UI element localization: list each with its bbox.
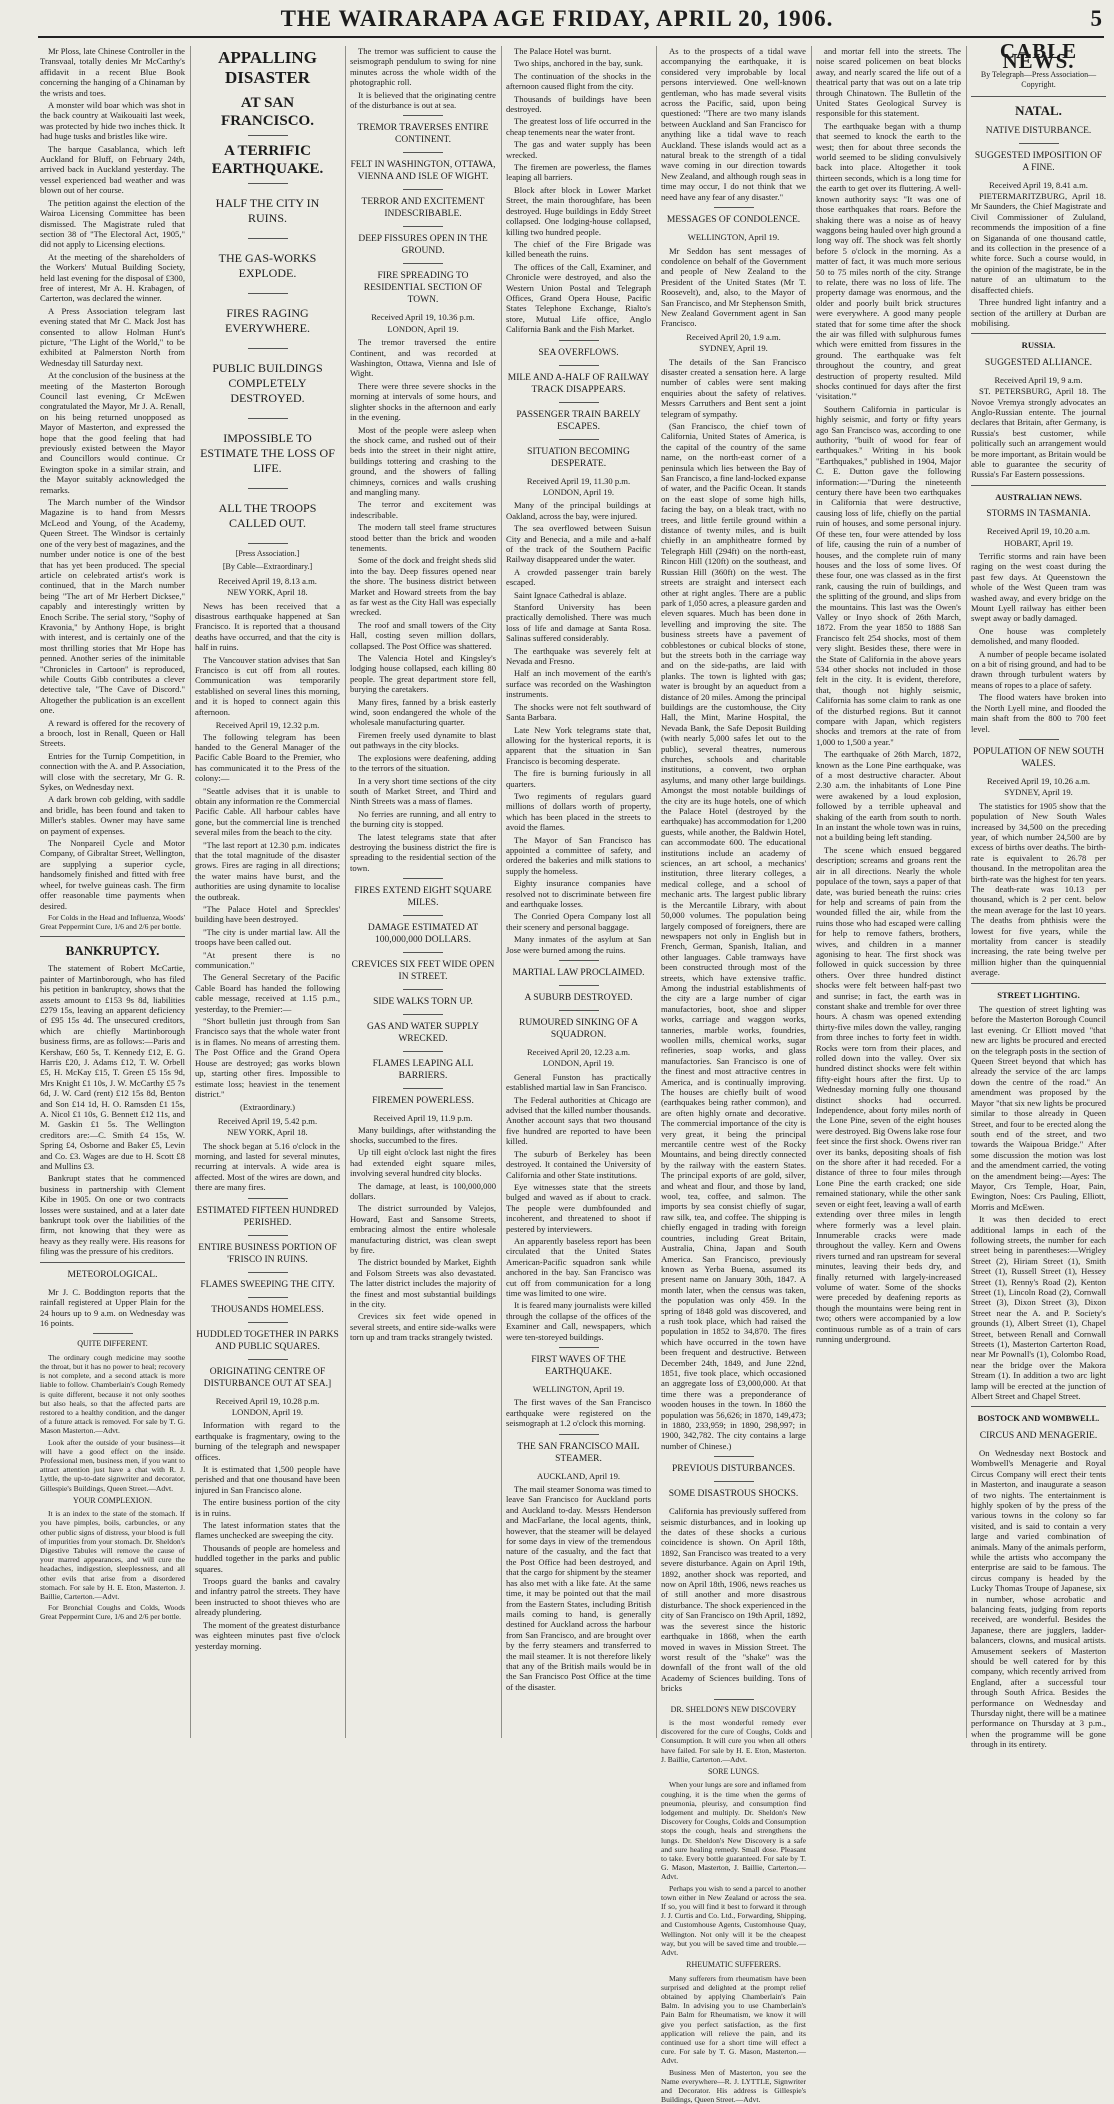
news-paragraph: The Vancouver station advises that San Francisco is cut off from all routes. Communication was temporarily established on several lines this morning, and it is hoped to connect again this afternoon. — [195, 654, 340, 717]
news-paragraph: The shocks were not felt southward of Santa Barbara. — [506, 701, 651, 723]
separator — [559, 340, 599, 341]
place-line: SYDNEY, April 19. — [1004, 787, 1073, 798]
subheading: HUDDLED TOGETHER IN PARKS AND PUBLIC SQUARES. — [196, 1329, 339, 1352]
news-paragraph: Many of the principal buildings at Oakland, across the bay, were injured. — [506, 500, 651, 521]
subheading: STORMS IN TASMANIA. — [986, 509, 1091, 520]
advertisement: The ordinary cough medicine may soothe the throat, but it has no power to heal; recovery is not complete, and a second attack is more liable to follow. Chamberlain's Cough Remedy is quite different, because it not only soothes but also heals, so that the affected parts are restored to a healthy condition, and the danger of a future attack is removed. For sale by T. G. Mason Masterton.—Advt. — [40, 1352, 185, 1436]
separator — [248, 1198, 288, 1199]
column-divider — [811, 46, 812, 1738]
separator — [248, 238, 288, 239]
separator — [403, 952, 443, 953]
subheading: FLAMES SWEEPING THE CITY. — [200, 1279, 335, 1290]
advertisement: Perhaps you wish to send a parcel to another town either in New Zealand or across the sea. If so, you will find it best to forward it through J. J. Curtis and Co. Ltd., Forwarding, Shipping, and Customhouse Agents, Customhouse Quay, Wellington. Not only will it be the cheapest way, but you will be saved time and trouble.—Advt. — [661, 1883, 806, 1958]
news-paragraph: California has previously suffered from seismic disturbances, and in looking up the dates of these shocks a curious coincidence is shown. On April 18th, 1892, San Francisco was treated to a very severe disturbance. Again on April 19th, 1892, another shock was reported, and now on April 18th, 1906, news reaches us of still another and more disastrous disturbance. The shock experienced in the city of San Francisco on 19th April, 1892, was the severest since the historic earthquake in 1868, when the earth moved in waves in Mission Street. The worst result of the "shake" was the downfall of the front wall of the old Academy of Sciences building. Tons of bricks — [661, 1506, 806, 1694]
separator — [248, 1297, 288, 1298]
separator — [559, 1010, 599, 1011]
news-paragraph: Some of the dock and freight sheds slid into the bay. Deep fissures opened near the shore. The business district between Market and Howard streets from the bay as far west as the City Hall was especially wrecked. — [350, 555, 496, 618]
news-paragraph: News has been received that a disastrous earthquake happened at San Francisco. It is reported that a thousand deaths have occurred, and that the city is half in ruins. — [195, 600, 340, 653]
news-paragraph: A crowded passenger train barely escaped. — [506, 566, 651, 588]
subheading: TERROR AND EXCITEMENT INDESCRIBABLE. — [361, 197, 485, 220]
news-paragraph: Late New York telegrams state that, allowing for the hysterical reports, it is apparent that the situation in San Francisco is becoming desperate. — [506, 724, 651, 766]
subheading: SITUATION BECOMING DESPERATE. — [527, 446, 630, 469]
news-paragraph: On Wednesday next Bostock and Wombwell's Menagerie and Royal Circus Company will erect their tents in Masterton, and inaugurate a season of two nights. The entertainment is highly spoken of by the press of the various towns in the colony so far visited, and is said to contain a very large and varied combination of animals. Many of the animals perform, while the artists who accompany the enterprise are said to be famous. The circus company is headed by the Lucky Thomas Troupe of Japanese, six in number, whose acrobatic and balancing feats, judging from reports received, are wonderful. Besides the Japanese, there are jugglers, ladder-balancers, clowns, and musical artists. Amusement seekers of Masterton should be well catered for by this company, which recently arrived from England, after a successful tour through South Africa. Besides the performance on Wednesday and Thursday night, there will be a matinee performance on Thursday at 3 p.m., when the programme will be gone through in its entirety. — [971, 1447, 1106, 1750]
news-paragraph: "The last report at 12.30 p.m. indicates that the total magnitude of the disaster grows. Fires are raging in all directions; the water mains have burst, and the authorities are using dynamite to localise the outbreak. — [195, 839, 340, 902]
dateline: Received April 19, 10.28 p.m. — [215, 1395, 320, 1406]
subheading: THE GAS-WORKS EXPLODE. — [218, 251, 317, 280]
news-paragraph: The petition against the election of the Wairoa Licensing Committee has been dismissed. The Magistrate ruled that section 38 of "The Electoral Act, 1905," did not apply to Licensing elections. — [40, 197, 185, 250]
news-paragraph: It is estimated that 1,500 people have perished and that one thousand have been injured in San Francisco alone. — [195, 1464, 340, 1495]
news-paragraph: Eighty insurance companies have resolved not to discriminate between fire and earthquake losses. — [506, 878, 651, 909]
dateline: Received April 19, 11.30 p.m. — [526, 475, 631, 486]
separator — [971, 485, 1106, 486]
separator — [248, 348, 288, 349]
subheading: PREVIOUS DISTURBANCES. — [672, 1464, 795, 1475]
news-paragraph: The question of street lighting was before the Masterton Borough Council last evening. Cr Elliott moved "that new arc lights be procured and erected on the telegraph posts in the section of Queen Street beyond that which has already the service of the arc lamps down the centre of the road." An amendment was proposed by the Mayor "that six new lights be procured similar to those already in Queen Street, and four to be erected along the south end of the street, and two towards the Waipoua Bridge." After some discussion the motion was lost and the amendment carried, the voting on the amendment being:—Ayes: The Mayor, Crs Temple, Hoar, Pain, Ewington, Noes: Crs Pauling, Elliott, Morris and McEwen. — [971, 1004, 1106, 1212]
dateline: Received April 19, 10.26 a.m. — [986, 775, 1091, 786]
news-paragraph: The earthquake was severely felt at Nevada and Fresno. — [506, 645, 651, 667]
news-paragraph: The offices of the Call, Examiner, and Chronicle were destroyed, and also the Western Union Postal and Telegraph Offices, Grand Opera House, Pacific States Telephone Exchange, Rialto's store, Mutual Life office, Anglo California Bank and the Fish Market. — [506, 261, 651, 335]
news-paragraph: Mr Seddon has sent messages of condolence on behalf of the Government and people of New Zealand to the President of the United States (Mr T. Roosevelt), and, also, to the Mayor of San Francisco, and Mr Stephenson Smith, New Zealand Government agent in San Francisco. — [661, 245, 806, 329]
separator — [248, 1272, 288, 1273]
news-paragraph: Three hundred light infantry and a section of the artillery at Durban are mobilising. — [971, 297, 1106, 328]
news-paragraph: The mail steamer Sonoma was timed to leave San Francisco for Auckland ports and Auckland to-day. Messrs Henderson and MacFarlane, the local agents, think, however, that the steamer will be delayed for some days in view of the tremendous nature of the casualty, and the fact that the Post Office had been destroyed, and that the cargo for shipment by the steamer has also met with a like fate. At the same time, it may be pointed out that the mail from the Eastern States, including British mails coming to hand, is generally destined for Auckland across the harbour from San Francisco, and are brought over by the ferry steamers and transferred to the mail steamer. It is not therefore likely that any of the British mails would be in the San Francisco Post Office at the time of the disaster. — [506, 1484, 651, 1692]
separator — [971, 333, 1106, 334]
news-paragraph: One house was completely demolished, and many flooded. — [971, 625, 1106, 647]
separator — [714, 207, 754, 208]
news-paragraph: The latest telegrams state that after destroying the business district the fire is spreading to the residential section of the town. — [350, 831, 496, 873]
separator — [248, 1235, 288, 1236]
separator — [403, 189, 443, 190]
subheading: TREMOR TRAVERSES ENTIRE CONTINENT. — [357, 123, 489, 146]
separator — [714, 1699, 754, 1700]
section-heading: CABLE NEWS. — [999, 39, 1078, 74]
separator — [403, 915, 443, 916]
advert-title: YOUR COMPLEXION. — [72, 1495, 153, 1505]
headline: APPALLING DISASTER — [218, 48, 317, 87]
column-divider — [656, 46, 657, 1738]
place-line: LONDON, April 19. — [387, 323, 459, 334]
news-paragraph: The latest information states that the flames unchecked are sweeping the city. — [195, 1520, 340, 1541]
news-paragraph: Up till eight o'clock last night the fires had extended eight square miles, involving several hundred city blocks. — [350, 1147, 496, 1179]
news-paragraph: The Federal authorities at Chicago are advised that the killed number thousands. Another account says that two thousand five hundred are reported to have been killed. — [506, 1094, 651, 1147]
news-paragraph: The statistics for 1905 show that the population of New South Wales increased by 34,500 on the preceding year, of which number 24,500 are by excess of births over deaths. The birth-rate is equivalent to 26.78 per thousand. In the metropolitan area the birth-rate was the highest for ten years. The death-rate was 10.13 per thousand, which is 2 per cent. below the mean average for the last 10 years. The deaths from phthisis were the lowest for five years, while the mortality from cancer is steadily increasing, the rate being twelve per million higher than the quinquennial average. — [971, 800, 1106, 978]
subheading: DEEP FISSURES OPEN IN THE GROUND. — [358, 234, 488, 257]
subheading: HALF THE CITY IN RUINS. — [215, 196, 320, 225]
news-paragraph: The first waves of the San Francisco earthquake were registered on the seismograph at 1.2 o'clock this morning. — [506, 1397, 651, 1429]
advertisement: Business Men of Masterton, you see the Name everywhere—R. J. LYTTLE, Signwriter and Decorator. His address is Gillespie's Buildings, Queen Street.—Advt. — [661, 2067, 806, 2104]
news-paragraph: It is feared many journalists were killed through the collapse of the offices of the Examiner and Call, newspapers, which were ten-storeyed buildings. — [506, 1300, 651, 1342]
news-paragraph: The Nonpareil Cycle and Motor Company, of Gibraltar Street, Wellington, are supplying a superior cycle, handsomely finished and fitted with free wheel, for twelve guineas cash. The firm offer reasonable time payments when desired. — [40, 838, 185, 911]
subheading: SOME DISASTROUS SHOCKS. — [668, 1489, 799, 1500]
news-paragraph: Firemen freely used dynamite to blast out pathways in the city blocks. — [350, 729, 496, 751]
news-paragraph: "The city is under martial law. All the troops have been called out. — [195, 926, 340, 948]
advertisement: It is an index to the state of the stomach. If you have pimples, boils, carbuncles, or any other public signs of distress, your blood is full of impurities from your stomach. Dr. Sheldon's Digestive Tabules will remove the cause of your marred appearances, and will cure the headaches, indigestion, sleeplessness, and all other evils that arise from a disordered stomach. For sale by H. E. Eton, Masterton. J. Baillie, Carterton.—Advt. — [40, 1509, 185, 1601]
news-paragraph: ST. PETERSBURG, April 18. The Novoe Vremya strongly advocates an Anglo-Russian entente. The journal declares that Britain, after Germany, is Russia's best customer, while politically such an arrangement would be more important, as Britain would be able to guarantee the security of Russia's Far Eastern possessions. — [971, 386, 1106, 480]
subheading: MESSAGES OF CONDOLENCE. — [666, 215, 801, 226]
news-paragraph: Mr Ploss, late Chinese Controller in the Transvaal, totally denies Mr McCarthy's affidavit in a recent Blue Book concerning the hanging of a Chinaman by the wrists and toes. — [40, 46, 185, 98]
headline: A TERRIFIC EARTHQUAKE. — [211, 143, 324, 177]
news-paragraph: The March number of the Windsor Magazine is to hand from Messrs McLeod and Young, of the Academy, Queen Street. The Windsor is certainly one of the very best of magazines, and the number under notice is one of the best that has yet been produced. The special article on celebrated artist's work is continued, that in the March number being "The art of Mr Herbert Dicksee," capably and interestingly written by Enoch Scribe. The serial story, "Sophy of Kravonia," by Anthony Hope, is bright with interest, and is certainly one of the most thrilling stories that Mr Hope has penned. Another series of the inimitable "Chronicles in Cartoon" is reproduced, while Coutts Gibb contributes a clever detective tale, "The Cave of Discord." Altogether the publication is an excellent one. — [40, 497, 185, 716]
news-paragraph: Many fires, fanned by a brisk easterly wind, soon endangered the whole of the wholesale manufacturing quarter. — [350, 696, 496, 728]
subheading: FIRE SPREADING TO RESIDENTIAL SECTION OF TOWN. — [363, 271, 483, 306]
news-paragraph: A number of people became isolated on a bit of rising ground, and had to be drawn through turbulent waters by means of ropes to a place of safety. — [971, 648, 1106, 690]
subheading: RUMOURED SINKING OF A SQUADRON. — [518, 1018, 639, 1041]
separator — [248, 183, 288, 184]
news-paragraph: The district bounded by Market, Eighth and Folsom Streets was also devastated. The latter district includes the majority of the finest and most substantial buildings in the city. — [350, 1257, 496, 1310]
news-paragraph: The entire business portion of the city is in ruins. — [195, 1497, 340, 1518]
separator — [248, 135, 288, 136]
place-line: AUCKLAND, April 19. — [536, 1470, 621, 1481]
news-paragraph: The shock began at 5.16 o'clock in the morning, and lasted for several minutes, recurring at intervals. A wide area is affected. Most of the wires are down, and there are many fires. — [195, 1140, 340, 1193]
page-number: 5 — [1090, 6, 1102, 31]
place-line: HOBART, April 19. — [1003, 537, 1074, 548]
subheading: CIRCUS AND MENAGERIE. — [979, 1430, 1098, 1441]
separator — [93, 1333, 133, 1334]
news-paragraph: The barque Casablanca, which left Auckland for Bluff, on February 24th, arrived back in Auckland yesterday. The vessel experienced bad weather and was blown out of her course. — [40, 143, 185, 196]
separator — [248, 1359, 288, 1360]
subheading: FIRES EXTEND EIGHT SQUARE MILES. — [354, 886, 492, 909]
subheading: MARTIAL LAW PROCLAIMED. — [512, 968, 645, 979]
news-paragraph: The sea overflowed between Suisun City and Benecia, and a mile and a-half of the track of the Southern Pacific Railway disappeared under the water. — [506, 523, 651, 565]
news-paragraph: The suburb of Berkeley has been destroyed. It contained the University of California and other State institutions. — [506, 1148, 651, 1180]
dateline: Received April 19, 11.9 p.m. — [373, 1113, 473, 1124]
separator — [248, 1322, 288, 1323]
subheading: THE SAN FRANCISCO MAIL STEAMER. — [517, 1441, 640, 1464]
separator — [971, 1406, 1106, 1407]
news-paragraph: Thousands of buildings have been destroyed. — [506, 93, 651, 115]
separator — [403, 1051, 443, 1052]
advert-title: QUITE DIFFERENT. — [77, 1339, 148, 1349]
news-paragraph: General Funston has practically established martial law in San Francisco. — [506, 1071, 651, 1093]
news-paragraph: "Seattle advises that it is unable to obtain any information re the Commercial Pacific Cable. All harbour cables have gone, but the commercial line is trenched several miles from the beach to the city. — [195, 785, 340, 838]
subheading: FIREMEN POWERLESS. — [372, 1096, 474, 1107]
subheading: MILE AND A-HALF OF RAILWAY TRACK DISAPPEARS. — [507, 372, 650, 395]
place-line: LONDON, April 19. — [231, 1406, 304, 1417]
subheading: CREVICES SIX FEET WIDE OPEN IN STREET. — [351, 960, 495, 983]
section-heading: METEOROLOGICAL. — [67, 1269, 158, 1280]
subheading: IMPOSSIBLE TO ESTIMATE THE LOSS OF LIFE. — [200, 431, 335, 475]
dateline: Received April 19, 8.13 a.m. — [218, 575, 317, 586]
separator — [1019, 739, 1059, 740]
headline: AT SAN FRANCISCO. — [221, 95, 314, 129]
column-4 — [506, 46, 651, 1738]
subheading: FELT IN WASHINGTON, OTTAWA, VIENNA AND ISLE OF WIGHT. — [350, 160, 496, 183]
separator — [248, 418, 288, 419]
news-paragraph: The Mayor of San Francisco has appointed a committee of safety, and ordered the bakeries and milk stations to supply the homeless. — [506, 834, 651, 876]
news-paragraph: and mortar fell into the streets. The noise scared policemen on beat blocks away, and nearly scared the life out of a theatrical party that was out on a late trip through Chinatown. The Bulletin of the United States Geological Survey is responsible for this statement. — [816, 46, 961, 119]
news-paragraph: A reward is offered for the recovery of a brooch, lost in Renall, Queen or Hall Streets. — [40, 717, 185, 749]
news-paragraph: Terrific storms and rain have been raging on the west coast during the past few days. At Queenstown the whole of the West Queen tram was washed away, and every bridge on the Mount Lyell railway has either been swept away or badly damaged. — [971, 551, 1106, 624]
news-paragraph: Two ships, anchored in the bay, sunk. — [514, 58, 643, 69]
column-2 — [195, 46, 340, 1738]
column-divider — [190, 46, 191, 1738]
separator — [248, 293, 288, 294]
news-paragraph: At the meeting of the shareholders of the Workers' Mutual Building Society, held last evening for the disposal of £300, free of interest, Mr A. H. Krabagen, of Carterton, was declared the winner. — [40, 251, 185, 304]
news-paragraph: No ferries are running, and all entry to the burning city is stopped. — [350, 808, 496, 830]
news-paragraph: An apparently baseless report has been circulated that the United States American-Pacific squadron sank while anchored in the bay. San Francisco was cut off from communication for a long time was limited to one wire. — [506, 1235, 651, 1298]
subheading: SUGGESTED ALLIANCE. — [984, 357, 1093, 368]
news-paragraph: Many buildings, after withstanding the shocks, succumbed to the fires. — [350, 1124, 496, 1145]
separator — [559, 439, 599, 440]
news-paragraph: Troops guard the banks and cavalry and infantry patrol the streets. They have been instructed to shoot thieves who are already plundering. — [195, 1576, 340, 1618]
news-paragraph: It was then decided to erect additional lamps in each of the following streets, the number for each street being in parentheses:—Wrigley Street (2), Hiriam Street (1), Smith Street (1), Russell Street (1), Hessey Street (1), Renny's Road (2), Kenton Street (1), Lincoln Road (2), Cornwall Street (3), Dixon Street (3), Dixon Street near the A. and P. Society's grounds (1), Albert Street (1), Chapel Street, between Renall and Cornwall Streets (1), Masterton Carterton Road, near Mr Pownall's (1), Colombo Road, near the bridge over the Makora Stream (1). In addition a two arc light lamp will be erected at the junction of Albert Street and Chapel Street. — [971, 1214, 1106, 1402]
news-paragraph: A Press Association telegram last evening stated that Mr C. Mack Jost has consented to allow Holman Hunt's picture, "The Light of the World," to be exhibited at Palmerston North from Wednesday till Saturday next. — [40, 305, 185, 368]
column-1 — [40, 46, 185, 1738]
place-line: WELLINGTON, April 19. — [687, 232, 780, 243]
news-paragraph: "The Palace Hotel and Spreckles' building have been destroyed. — [195, 904, 340, 925]
news-paragraph: The chief of the Fire Brigade was killed beneath the ruins. — [506, 238, 651, 260]
subheading: SEA OVERFLOWS. — [538, 347, 619, 358]
subheading: FIRES RAGING EVERYWHERE. — [225, 306, 310, 335]
news-paragraph: The explosions were deafening, adding to the terrors of the situation. — [350, 752, 496, 774]
subheading: FLAMES LEAPING ALL BARRIERS. — [372, 1059, 474, 1082]
separator — [403, 1088, 443, 1089]
section-heading: RUSSIA. — [1021, 340, 1056, 351]
separator — [714, 1481, 754, 1482]
dateline: Received April 19, 12.32 p.m. — [215, 720, 320, 731]
masthead-title: THE WAIRARAPA AGE FRIDAY, APRIL 20, 1906. — [280, 6, 834, 31]
column-5 — [661, 46, 806, 2104]
byline: [Press Association.] — [235, 549, 300, 558]
section-heading: AUSTRALIAN NEWS. — [995, 491, 1082, 502]
place-line: LONDON, April 19. — [542, 1058, 615, 1069]
news-paragraph: Information with regard to the earthquake is fragmentary, owing to the burning of the telegraph and newspaper offices. — [195, 1420, 340, 1462]
place-line: NEW YORK, April 18. — [227, 587, 308, 598]
news-paragraph: The district surrounded by Valejos, Howard, East and Sansome Streets, embracing almost the entire wholesale manufacturing district, was clean swept by fire. — [350, 1203, 496, 1256]
news-paragraph: The gas and water supply has been wrecked. — [506, 139, 651, 160]
separator — [248, 488, 288, 489]
news-paragraph: There were three severe shocks in the morning at intervals of some hours, and slighter shocks in the afternoon and early in the evening. — [350, 380, 496, 423]
separator — [559, 960, 599, 961]
separator — [403, 152, 443, 153]
advertisement: Look after the outside of your business—it will have a good effect on the inside. Professional men, business men, if you want to attract attention just have a chat with R. J. Lyttle, the up-to-date signwriter and decorator, Gillespie's Buildings, Queen Street.—Advt. — [40, 1437, 185, 1493]
dateline: Received April 19, 9 a.m. — [994, 374, 1083, 385]
news-paragraph: The moment of the greatest disturbance was eighteen minutes past five o'clock yesterday morning. — [195, 1619, 340, 1651]
subheading: SIDE WALKS TORN UP. — [373, 997, 473, 1008]
separator — [714, 1456, 754, 1457]
dateline: Received April 19, 8.41 a.m. — [989, 179, 1088, 190]
news-paragraph: The fire is burning furiously in all quarters. — [506, 768, 651, 789]
news-paragraph: PIETERMARITZBURG, April 18. Mr Saunders, the Chief Magistrate and Civil Commissioner of Zululand, recommends the imposition of a fine on Sigananda of one thousand cattle, and its collection in the presence of a white force. Such a course would, in the opinion of the magistrate, be in the nature of an ultimatum to the disaffected chiefs. — [971, 191, 1106, 295]
separator — [971, 983, 1106, 984]
byline: (Extraordinary.) — [239, 1102, 296, 1113]
column-divider — [345, 46, 346, 1738]
separator — [248, 543, 288, 544]
news-paragraph: Thousands of people are homeless and huddled together in the parks and public squares. — [195, 1542, 340, 1574]
separator — [403, 226, 443, 227]
dateline: Received April 20, 1.9 a.m. — [686, 331, 781, 342]
news-paragraph: Mr J. C. Boddington reports that the rainfall registered at Upper Plain for the 24 hours up to 9 a.m. on Wednesday was 16 points. — [40, 1286, 185, 1328]
news-paragraph: The greatest loss of life occurred in the cheap tenements near the water front. — [506, 116, 651, 137]
separator — [559, 1434, 599, 1435]
news-paragraph: The tremor was sufficient to cause the seismograph pendulum to swing for nine minutes across the whole width of the photographic roll. — [350, 46, 496, 88]
masthead-rule — [38, 36, 1104, 38]
byline: By Telegraph—Press Association—Copyright. — [980, 69, 1097, 90]
advert-title: SORE LUNGS. — [707, 1766, 760, 1776]
place-line: WELLINGTON, April 19. — [532, 1384, 625, 1394]
advert-title: DR. SHELDON'S NEW DISCOVERY — [670, 1704, 797, 1714]
news-paragraph: The General Secretary of the Pacific Cable Board has handed the following cable message, received at 1.15 p.m., yesterday, to the Premier:— — [195, 972, 340, 1014]
news-paragraph: In a very short time sections of the city south of Market Street, and Third and Ninth Streets was a mass of flames. — [350, 775, 496, 807]
news-paragraph: The damage, at least, is 100,000,000 dollars. — [350, 1180, 496, 1201]
separator — [403, 878, 443, 879]
column-divider — [966, 46, 967, 1738]
column-6 — [816, 46, 961, 1738]
subheading: THOUSANDS HOMELESS. — [211, 1304, 324, 1315]
section-heading: STREET LIGHTING. — [997, 989, 1080, 1000]
subheading: POPULATION OF NEW SOUTH WALES. — [973, 746, 1104, 769]
subheading: FIRST WAVES OF THE EARTHQUAKE. — [531, 1355, 626, 1377]
masthead — [0, 0, 1114, 40]
news-paragraph: The statement of Robert McCartie, painter of Martinborough, who has filed his petition in bankruptcy, shows that the assets amount to £153 9s 8d, liabilities £279 15s, leaving an apparent deficiency of £95 15s 4d. The unsecured creditors, which are chiefly Martinborough business firms, are as follows:—Paris and Kershaw, £60 5s, T. Kennedy £12, E. G. Harris £20, J. Adams £12, T. W. Orbell £5, H. McKay £15, T. Green £5 15s 9d, Mrs Knight £1 10s, J. W. McCarthy £5 7s 6d, J. W. Card (rent) £12 15s 8d, Benton and Son £14 1d, H. O. Ramsden £1 15s, A. Nicol £1 10s, G. Bennett £12 11s, and M. Gaskin £1 5s. The Wellington creditors are:—C. Smith £4 15s, W. Spring £4, Osborne and Baker £5, Levin and Co. £3. Wages are due to H. Scott £8 and Mullins £3. — [40, 963, 185, 1172]
news-paragraph: The tremor traversed the entire Continent, and was recorded at Washington, Ottawa, Vienna and Isle of Wight. — [350, 337, 496, 379]
dateline: Received April 19, 5.42 p.m. — [217, 1115, 318, 1126]
separator — [403, 263, 443, 264]
dateline: Received April 20, 12.23 a.m. — [526, 1047, 631, 1058]
subheading: A SUBURB DESTROYED. — [524, 993, 633, 1004]
news-paragraph: The earthquake of 26th March, 1872, known as the Lone Pine earthquake, was of a most destructive character. About 2.30 a.m. the inhabitants of Lone Pine were awakened by a loud explosion, followed by a terrible upheaval and shaking of the earth from south to north. In an instant the whole town was in ruins, not a building being left standing. — [816, 749, 961, 843]
separator — [403, 1014, 443, 1015]
subheading: NATIVE DISTURBANCE. — [985, 125, 1092, 136]
column-7 — [971, 39, 1106, 1750]
subheading: ORIGINATING CENTRE OF DISTURBANCE OUT AT SEA.] — [203, 1366, 332, 1389]
separator — [403, 989, 443, 990]
subheading: SUGGESTED IMPOSITION OF A FINE. — [974, 150, 1103, 173]
subheading: ALL THE TROOPS CALLED OUT. — [218, 501, 317, 530]
news-paragraph: Two regiments of regulars guard millions of dollars worth of property, which has been placed in the streets to avoid the flames. — [506, 790, 651, 833]
dateline: Received April 19, 10.36 p.m. — [371, 312, 475, 323]
news-paragraph: The continuation of the shocks in the afternoon caused flight from the city. — [506, 70, 651, 92]
subheading: DAMAGE ESTIMATED AT 100,000,000 DOLLARS. — [367, 923, 479, 946]
news-paragraph: The Valencia Hotel and Kingsley's lodging house collapsed, each killing 80 people. The great department store fell, burying the caretakers. — [350, 653, 496, 695]
news-paragraph: "At present there is no communication." — [195, 949, 340, 971]
subheading: PUBLIC BUILDINGS COMPLETELY DESTROYED. — [212, 361, 323, 405]
advertisement: Many sufferers from rheumatism have been surprised and delighted at the prompt relief obtained by applying Chamberlain's Pain Balm. In advising you to use Chamberlain's Pain Balm for Rheumatism, we know it will give you perfect satisfaction, as the first application will relieve the pain, and its continued use for a short time will effect a cure. For sale by T. G. Mason, Masterton.—Advt. — [661, 1973, 806, 2066]
news-paragraph: As to the prospects of a tidal wave accompanying the earthquake, it is considered very improbable by local persons interviewed. One well-known gentleman, who has made several visits across the Pacific, said, upon being questioned: "There are two many islands between Auckland and San Francisco for anything like a tidal wave to reach Auckland. These islands would act as a natural break to the strength of a tidal wave coming in our direction towards New Zealand, and although rough seas in time may occur, I do not think that we need have any fear of any disaster." — [661, 46, 806, 202]
news-paragraph: Crevices six feet wide opened in several streets, and entire side-walks were torn up and tram tracks strangely twisted. — [350, 1311, 496, 1343]
separator — [1019, 143, 1059, 144]
separator — [559, 365, 599, 366]
separator — [559, 985, 599, 986]
news-paragraph: Entries for the Turnip Competition, in connection with the A. and P. Association, will close with the secretary, Mr G. R. Sykes, on Wednesday next. — [40, 750, 185, 793]
news-paragraph: The firemen are powerless, the flames leaping all barriers. — [506, 162, 651, 183]
news-paragraph: A dark brown cob gelding, with saddle and bridle, has been found and taken to Miller's stables. Owner may have same on payment of expenses. — [40, 794, 185, 836]
news-paragraph: The terror and excitement was indescribable. — [350, 499, 496, 520]
news-paragraph: Most of the people were asleep when the shock came, and rushed out of their beds into the street in their night attire, buildings tottering and crashing to the ground, and the showers of falling chimneys, cornices and walls crushing and mangling many. — [350, 424, 496, 497]
column-divider — [501, 46, 502, 1738]
separator — [40, 1262, 185, 1263]
news-paragraph: The details of the San Francisco disaster created a sensation here. A large number of cables were sent making enquiries about the safety of relatives. Messrs Carruthers and Bent sent a joint telegram of sympathy. — [661, 356, 806, 419]
news-paragraph: At the conclusion of the business at the meeting of the Masterton Borough Council last evening, Cr McEwen congratulated the Mayor, Mr J. A. Renall, on his being returned unopposed as Mayor of Masterton, and expressed the hope that the good feeling that had previously existed between the Mayor and Councillors would continue. Cr Ewington spoke in a similar strain, and the Mayor suitably acknowledged the remarks. — [40, 370, 185, 495]
news-paragraph: Saint Ignace Cathedral is ablaze. — [514, 589, 627, 600]
news-paragraph: (San Francisco, the chief town of California, United States of America, is the capital of the country of the same name, on the north-east corner of a peninsula which lies between the Bay of San Francisco, a fine land-locked expanse of water, and the Pacific Ocean. It stands on the east slope of some high hills, facing the bay, on a bleak tract, with no trees, and little fertile ground within a distance of twenty miles, and is built chiefly in an amphitheatre formed by Telegraph Hill (294ft) on the north-east, Rincon Hill (120ft) on the southeast, and Russian Hill (360ft) on the west. The streets are straight and intersect each other at right angles. There are a public park of 1,050 acres, a pleasure garden and eleven squares. Much has been done in levelling and improving the site. The business streets have a pavement of cobblestones or cubical blocks of stone, but the streets both in the carriage way and on the side-paths, are laid with planks. The town is lighted with gas; water is brought by an aqueduct from a distance of 20 miles. Among the principal buildings are the customhouse, the City Hall, the Mint, Marine Hospital, the Nevada Bank, the Safe Deposit Building (with nearly 5,000 safes let out to the public), several theatres, numerous churches, schools and charitable institutions, a convent, two orphan asylums, and many other large buildings. Amongst the most notable buildings of the city are its huge hotels, one of which the Palace Hotel (destroyed by the earthquake) has accommodation for 1,200 guests, while another, the Baldwin Hotel, can accommodate 600. The educational institutions include an academy of sciences, an art school, a mechanics' institution, three literary colleges, a medical college, and a school of mechanic arts. The largest public library is the Mercantile Library, with about 50,000 volumes. The population being largely composed of foreigners, there are newspapers not only in English but in French, German, Spanish, Italian, and other languages. Cable tramways have been constructed through most of the streets, which have extensive traffic. Among the industrial establishments of the city are a large number of cigar manufactories, boot, shoe and slipper works, carriage and waggon works, tanneries, marble works, foundries, woollen mills, chemical works, sugar refineries, soap works, and glass manufactories. San Francisco is one of the finest and most attractive centres in America, and is continually improving. The houses are chiefly built of wood (earthquakes being rather common), and are often highly ornate and decorative. The commercial importance of the city is very great, it being the principal mercantile centre west of the Rocky Mountains, and being directly connected by the railway with the eastern States. The principal exports of are gold, silver, and wheat and flour, and those by land, wool, tea, coffee, and salmon. The imports by sea consist chiefly of sugar, raw silk, tea, and coffee. The shipping is chiefly engaged in trading with foreign countries, including Great Britain, Australia, China, Japan and South America. San Francisco, previously known as Yerba Buena, assumed its present name on January 30th, 1847. A month later, when the census was taken, the population was only 459. In the spring of 1848 gold was discovered, and a rush took place, which had raised the population in 1852 to 34,870. The fires which have occurred in the town have been frequent and destructive. Between December 24th, 1849, and June 22nd, 1851, five took place, which occasioned an aggregate loss of £3,000,000. At that time there was a preponderance of wooden houses in the town. In 1860 the population was 56,626; in 1870, 149,473; in 1880, 233,959; in 1890, 298,997; in 1900, 342,782. The city contains a large number of Chinese.) — [661, 421, 806, 1451]
news-paragraph: The following telegram has been handed to the General Manager of the Pacific Cable Board to the Premier, who has communicated it to the Press of the colony:— — [195, 731, 340, 784]
byline: [By Cable—Extraordinary.] — [222, 562, 313, 572]
news-paragraph: Half an inch movement of the earth's surface was recorded on the Washington instruments. — [506, 668, 651, 700]
dateline: Received April 19, 10.20 a.m. — [986, 526, 1091, 537]
place-line: SYDNEY, April 19. — [699, 343, 768, 354]
place-line: LONDON, April 19. — [542, 486, 615, 497]
section-heading: NATAL. — [1015, 102, 1062, 118]
news-paragraph: The roof and small towers of the City Hall, costing seven million dollars, collapsed. The Post Office was shattered. — [350, 619, 496, 651]
advertisement: For Bronchial Coughs and Colds, Woods Great Peppermint Cure, 1/6 and 2/6 per bottle. — [40, 1603, 185, 1622]
news-paragraph: The flood waters have broken into the North Lyell mine, and flooded the main shaft from the 800 to 700 feet level. — [971, 692, 1106, 734]
news-paragraph: A monster wild boar which was shot in the back country at Waikouaiti last week, was protected by hide two inches thick. It had huge tusks and bristles like wire. — [40, 100, 185, 142]
news-paragraph: The earthquake began with a thump that seemed to knock the earth to the west; then for about three seconds the world seemed to be sliding convulsively back into place. Altogether it took thirteen seconds, which is a long time for the earth to get over its fluttering. A well-known authority says: "It was one of those earthquakes that roars. Before the shaking there was a noise as of heavy waggons being hauled over high ground a long way off. The shock was felt shortly before 5 o'clock in the morning. As a matter of fact, it was much more serious 50 to 75 miles north of the city. Strange to relate, there was no loss of life. The property damage was enormous, and the older and poorly built brick structures were everywhere. A good many people stated that for some time after the shock the air was filled with sulphurous fumes which were emitted from fissures in the ground. The earthquake was felt throughout the country, and great destruction of property resulted. Mild shocks continued for days after the first 'visitation.'" — [816, 120, 961, 402]
news-paragraph: It is believed that the originating centre of the disturbance is out at sea. — [350, 89, 496, 111]
advert-title: RHEUMATIC SUFFERERS. — [686, 1960, 781, 1970]
news-paragraph: "Short bulletin just through from San Francisco says that the whole water front is in flames. No means of arresting them. The Post Office and the Grand Opera House are destroyed; gas works blown up, starting other fires. Impossible to estimate loss; heaviest in the tenement district." — [195, 1016, 340, 1099]
news-paragraph: Stanford University has been practically demolished. There was much loss of life and damage at Santa Rosa. Salinas suffered considerably. — [506, 602, 651, 644]
news-paragraph: The modern tall steel frame structures stood better than the brick and wooden tenements. — [350, 522, 496, 553]
separator — [40, 936, 185, 937]
subheading: PASSENGER TRAIN BARELY ESCAPES. — [516, 409, 641, 432]
news-paragraph: The Conried Opera Company lost all their scenery and personal baggage. — [506, 911, 651, 932]
subheading: GAS AND WATER SUPPLY WRECKED. — [366, 1022, 480, 1045]
advertisement: is the most wonderful remedy ever discovered for the cure of Coughs, Colds and Consumption. It will cure you when all others have failed. For sale by H. E. Eton, Masterton. J. Baillie, Carterton.—Advt. — [661, 1717, 806, 1764]
section-heading: BANKRUPTCY. — [65, 943, 160, 959]
news-paragraph: Bankrupt states that he commenced business in partnership with Clement Kibe in 1905. On one or two contracts losses were sustained, and at a later date bankrupt took over the liabilities of the firm, not knowing that they were as heavy as they really were. His reasons for filing was the pressure of his creditors. — [40, 1173, 185, 1257]
place-line: NEW YORK, April 18. — [227, 1127, 308, 1138]
news-paragraph: The Palace Hotel was burnt. — [514, 46, 612, 56]
separator — [403, 115, 443, 116]
column-3 — [350, 46, 496, 1738]
advertisement: For Colds in the Head and Influenza, Woods' Great Peppermint Cure, 1/6 and 2/6 per bottle. — [40, 912, 185, 932]
separator — [559, 402, 599, 403]
subheading: ESTIMATED FIFTEEN HUNDRED PERISHED. — [196, 1205, 339, 1228]
subheading: ENTIRE BUSINESS PORTION OF 'FRISCO IN RUINS. — [198, 1242, 337, 1265]
news-paragraph: The scene which ensued beggared description; screams and groans rent the air in all directions. Nearly the whole populace of the town, says a paper of that date, was buried beneath the ruins: cries for help and screams of pain from the wounded filled the air, while from the ruins those who had escaped were calling for help to remove fathers, brothers, wives, and children in a manner agonising to hear. The first shock was followed in quick succession by three others. Over three hundred distinct shocks were felt between half-past two and sunrise; in fact, the earth was in constant shake and tremble for over three hours. A chasm was opened extending thirty-five miles down the valley, ranging from three inches to forty feet in width. Rocks were torn from their places, and rolled down into the valley. Over six hundred distinct shocks were felt within fifty-eight hours after the first. Up to Wednesday morning fully one thousand distinct shocks had occurred. Independence, about forty miles north of the Lone Pine, seven of the eight houses were destroyed. Big Owens lake rose four feet since the first shock. Owens river ran over its banks, depositing shoals of fish on the shore after it had receded. For a distance of three to four miles through Lone Pine the earth cracked; one side remained stationary, while the other sank seven or eight feet, leaving a wall of earth extending over three miles in length where formerly was a level plain. Innumerable cracks were made throughout the valley. Kern and Owens rivers turned and ran upstream for several minutes, leaving their beds dry, and finally returned with largely-increased volume of water. Some of the shocks were preceded by deafening reports as though the mountains were being rent in two; others were accompanied by a low continuous rumble as of a train of cars running underground. — [816, 844, 961, 1344]
news-paragraph: Many inmates of the asylum at San Jose were burned among the ruins. — [506, 934, 651, 955]
section-heading: BOSTOCK AND WOMBWELL. — [977, 1413, 1100, 1424]
news-paragraph: Southern California in particular is highly seismic, and forty or fifty years ago San Francisco was, according to one authority, "built of wood for fear of earthquakes." Writing in his book "Earthquakes," published in 1904, Major C. E. Dutton gave the following information:—"During the nineteenth century there have been two earthquakes in California that were destructive, causing loss of life, chiefly on the partial ruin of houses, and some personal injury. Of these ten, four were attended by loss of life, causing the ruin of a number of houses, and the complete ruin of many houses and the loss of some lives. Of these four, one was classed as in the first rank, causing the ruin of buildings, and the splitting of the ground, and slips from the mountains. This last was the Owen's Valley or Inyo shock of 26th March, 1872. From the year 1850 to 1888 San Francisco felt 254 shocks, most of them very slight. Besides these, there were in the State of California in the above years 534 other shocks not included in those felt in the city. It is evident, therefore, that, though not highly seismic, California has some claim to rank as one of the disturbed regions. But it cannot compare with Japan, which registers shocks and tremors at the rate of from 1,000 to 1,500 a year." — [816, 403, 961, 747]
news-paragraph: Eye witnesses state that the streets bulged and waved as if about to crack. The people were dumbfounded and incoherent, and threatened to shoot if pestered by interviewers. — [506, 1181, 651, 1234]
news-paragraph: Block after block in Lower Market Street, the main thoroughfare, has been destroyed. Huge buildings in Eddy Street collapsed. One lodging-house collapsed, killing two hundred people. — [506, 184, 651, 237]
separator — [559, 1347, 599, 1348]
advertisement: When your lungs are sore and inflamed from coughing, it is the time when the germs of pneumonia, pleurisy, and consumption find lodgement and multiply. Dr. Sheldon's New Discovery for Coughs, Colds and Consumption stops the cough, heals and strengthens the lungs. Dr. Sheldon's New Discovery is a safe and sure healing remedy. Small dose. Pleasant to take. Every bottle guaranteed. For sale by T. G. Mason, Masterton, J. Baillie, Carterton.—Advt. — [661, 1780, 806, 1882]
separator — [971, 96, 1106, 97]
